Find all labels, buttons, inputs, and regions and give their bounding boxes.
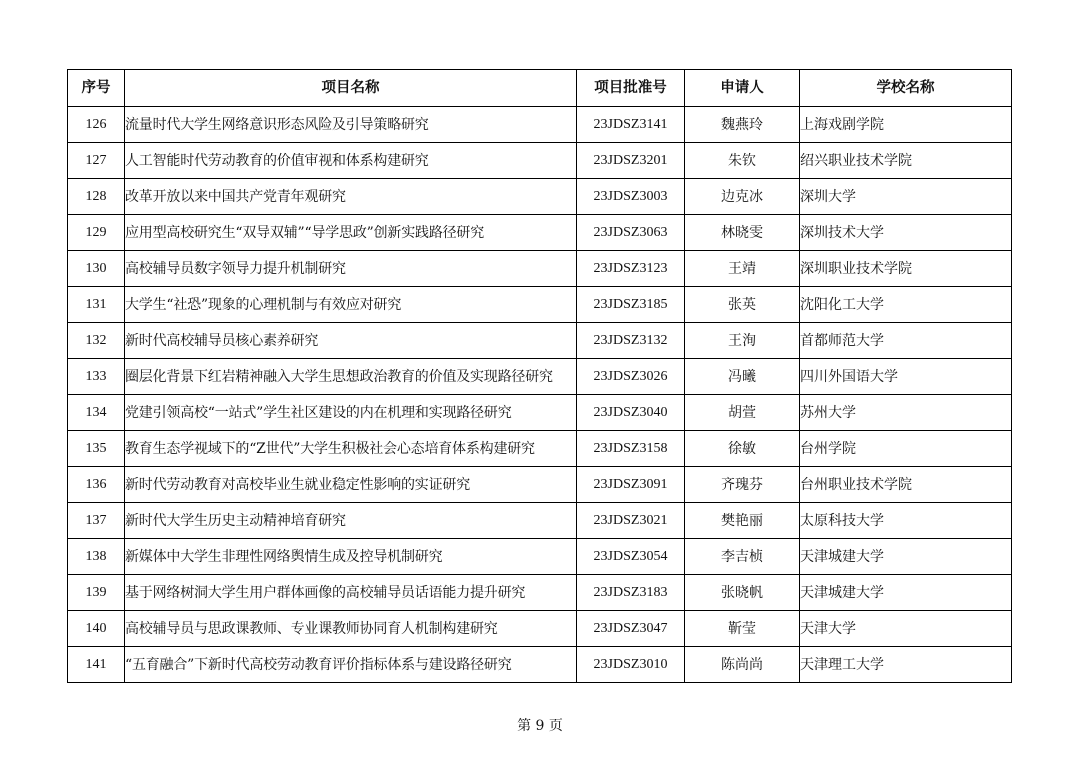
cell-title: 大学生“社恐”现象的心理机制与有效应对研究 xyxy=(125,287,577,323)
cell-school: 天津城建大学 xyxy=(800,539,1012,575)
header-no: 序号 xyxy=(68,70,125,107)
cell-applicant: 齐瑰芬 xyxy=(685,467,800,503)
cell-no: 140 xyxy=(68,611,125,647)
cell-code: 23JDSZ3054 xyxy=(577,539,685,575)
header-code: 项目批准号 xyxy=(577,70,685,107)
cell-school: 天津理工大学 xyxy=(800,647,1012,683)
cell-title: 新媒体中大学生非理性网络舆情生成及控导机制研究 xyxy=(125,539,577,575)
cell-applicant: 樊艳丽 xyxy=(685,503,800,539)
cell-no: 138 xyxy=(68,539,125,575)
cell-school: 绍兴职业技术学院 xyxy=(800,143,1012,179)
cell-code: 23JDSZ3141 xyxy=(577,107,685,143)
cell-title: 高校辅导员数字领导力提升机制研究 xyxy=(125,251,577,287)
cell-code: 23JDSZ3201 xyxy=(577,143,685,179)
cell-school: 苏州大学 xyxy=(800,395,1012,431)
cell-code: 23JDSZ3123 xyxy=(577,251,685,287)
cell-title: 流量时代大学生网络意识形态风险及引导策略研究 xyxy=(125,107,577,143)
cell-applicant: 林晓雯 xyxy=(685,215,800,251)
cell-applicant: 王洵 xyxy=(685,323,800,359)
cell-no: 127 xyxy=(68,143,125,179)
cell-no: 128 xyxy=(68,179,125,215)
cell-code: 23JDSZ3183 xyxy=(577,575,685,611)
table-row xyxy=(68,287,1012,323)
cell-no: 134 xyxy=(68,395,125,431)
table-row xyxy=(68,251,1012,287)
cell-title: 新时代大学生历史主动精神培育研究 xyxy=(125,503,577,539)
cell-school: 天津大学 xyxy=(800,611,1012,647)
cell-code: 23JDSZ3132 xyxy=(577,323,685,359)
cell-no: 130 xyxy=(68,251,125,287)
cell-no: 137 xyxy=(68,503,125,539)
cell-title: 党建引领高校“一站式”学生社区建设的内在机理和实现路径研究 xyxy=(125,395,577,431)
table-row xyxy=(68,215,1012,251)
cell-code: 23JDSZ3185 xyxy=(577,287,685,323)
cell-applicant: 边克冰 xyxy=(685,179,800,215)
cell-title: 教育生态学视域下的“Z世代”大学生积极社会心态培育体系构建研究 xyxy=(125,431,577,467)
cell-school: 四川外国语大学 xyxy=(800,359,1012,395)
cell-no: 135 xyxy=(68,431,125,467)
cell-applicant: 冯曦 xyxy=(685,359,800,395)
cell-applicant: 李吉桢 xyxy=(685,539,800,575)
table-row xyxy=(68,395,1012,431)
project-table xyxy=(67,69,1012,683)
cell-title: 基于网络树洞大学生用户群体画像的高校辅导员话语能力提升研究 xyxy=(125,575,577,611)
cell-school: 深圳职业技术学院 xyxy=(800,251,1012,287)
cell-school: 台州学院 xyxy=(800,431,1012,467)
cell-code: 23JDSZ3063 xyxy=(577,215,685,251)
cell-title: 应用型高校研究生“双导双辅”“导学思政”创新实践路径研究 xyxy=(125,215,577,251)
cell-title: 新时代高校辅导员核心素养研究 xyxy=(125,323,577,359)
table-row xyxy=(68,179,1012,215)
table-row xyxy=(68,503,1012,539)
table-row xyxy=(68,431,1012,467)
table-row xyxy=(68,647,1012,683)
cell-no: 141 xyxy=(68,647,125,683)
cell-applicant: 朱钦 xyxy=(685,143,800,179)
cell-title: 改革开放以来中国共产党青年观研究 xyxy=(125,179,577,215)
table-row xyxy=(68,611,1012,647)
cell-code: 23JDSZ3010 xyxy=(577,647,685,683)
table-row xyxy=(68,467,1012,503)
cell-school: 深圳大学 xyxy=(800,179,1012,215)
cell-school: 首都师范大学 xyxy=(800,323,1012,359)
cell-school: 台州职业技术学院 xyxy=(800,467,1012,503)
cell-code: 23JDSZ3021 xyxy=(577,503,685,539)
table-row xyxy=(68,143,1012,179)
table-body xyxy=(68,107,1012,683)
table-row xyxy=(68,539,1012,575)
cell-applicant: 陈尚尚 xyxy=(685,647,800,683)
cell-school: 沈阳化工大学 xyxy=(800,287,1012,323)
cell-no: 139 xyxy=(68,575,125,611)
table-row xyxy=(68,359,1012,395)
cell-applicant: 靳莹 xyxy=(685,611,800,647)
cell-no: 131 xyxy=(68,287,125,323)
cell-applicant: 张英 xyxy=(685,287,800,323)
cell-no: 126 xyxy=(68,107,125,143)
cell-school: 天津城建大学 xyxy=(800,575,1012,611)
cell-title: 人工智能时代劳动教育的价值审视和体系构建研究 xyxy=(125,143,577,179)
cell-title: 圈层化背景下红岩精神融入大学生思想政治教育的价值及实现路径研究 xyxy=(125,359,577,395)
table-header-row xyxy=(68,70,1012,107)
cell-no: 129 xyxy=(68,215,125,251)
cell-code: 23JDSZ3091 xyxy=(577,467,685,503)
cell-no: 132 xyxy=(68,323,125,359)
cell-applicant: 张晓帆 xyxy=(685,575,800,611)
cell-no: 136 xyxy=(68,467,125,503)
cell-code: 23JDSZ3047 xyxy=(577,611,685,647)
cell-code: 23JDSZ3158 xyxy=(577,431,685,467)
table-row xyxy=(68,107,1012,143)
cell-title: “五育融合”下新时代高校劳动教育评价指标体系与建设路径研究 xyxy=(125,647,577,683)
cell-school: 深圳技术大学 xyxy=(800,215,1012,251)
cell-school: 上海戏剧学院 xyxy=(800,107,1012,143)
header-applicant: 申请人 xyxy=(685,70,800,107)
cell-applicant: 魏燕玲 xyxy=(685,107,800,143)
cell-title: 新时代劳动教育对高校毕业生就业稳定性影响的实证研究 xyxy=(125,467,577,503)
table-row xyxy=(68,575,1012,611)
cell-applicant: 徐敏 xyxy=(685,431,800,467)
cell-code: 23JDSZ3003 xyxy=(577,179,685,215)
page-number: 第 9 页 xyxy=(517,718,563,734)
header-title: 项目名称 xyxy=(125,70,577,107)
cell-code: 23JDSZ3040 xyxy=(577,395,685,431)
cell-school: 太原科技大学 xyxy=(800,503,1012,539)
cell-applicant: 胡萱 xyxy=(685,395,800,431)
cell-title: 高校辅导员与思政课教师、专业课教师协同育人机制构建研究 xyxy=(125,611,577,647)
cell-no: 133 xyxy=(68,359,125,395)
header-school: 学校名称 xyxy=(800,70,1012,107)
cell-code: 23JDSZ3026 xyxy=(577,359,685,395)
table-row xyxy=(68,323,1012,359)
cell-applicant: 王靖 xyxy=(685,251,800,287)
